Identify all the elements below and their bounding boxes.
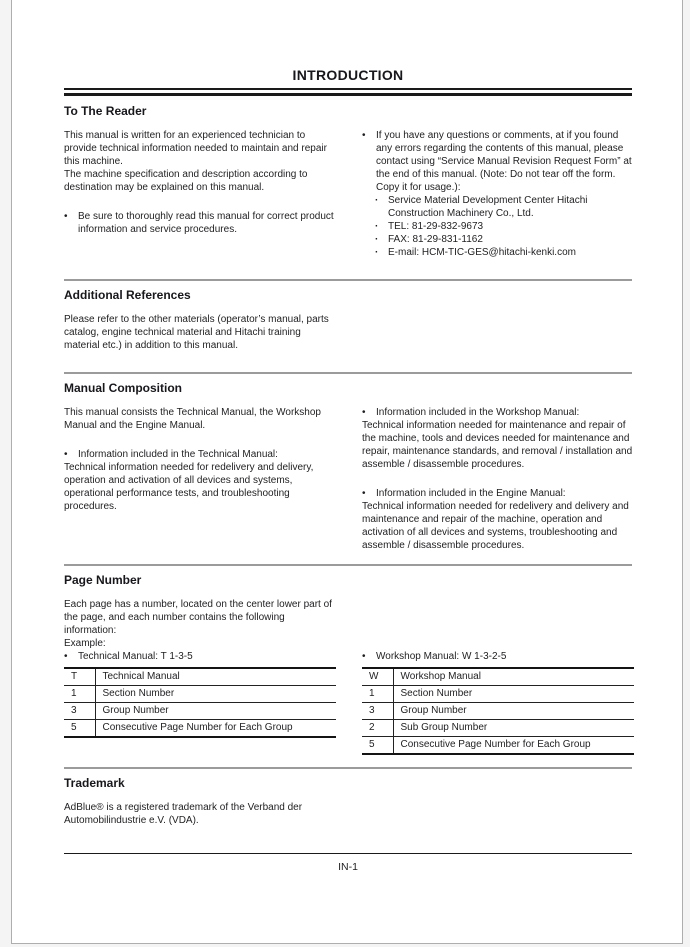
footer-page-number: IN-1	[338, 861, 358, 873]
code-cell: 1	[64, 686, 95, 703]
paragraph: Technical information needed for maintenance and repair of the machine, tools and devices needed for maintenance and repair, maintenance standards, and removal / installation and assemble / disassemble procedures.	[362, 420, 633, 470]
list-item	[362, 129, 634, 194]
example-label: Example:	[64, 638, 106, 649]
sub-bullet-marker: ·	[375, 221, 379, 232]
code-cell: 5	[64, 720, 95, 738]
list-item	[64, 448, 336, 461]
list-item-text: Information included in the Engine Manual:	[376, 488, 566, 499]
section-divider	[64, 372, 632, 374]
contact-email: E-mail: HCM-TIC-GES@hitachi-kenki.com	[388, 247, 576, 258]
label-cell: Consecutive Page Number for Each Group	[393, 737, 634, 755]
code-cell: 2	[362, 720, 393, 737]
table-row	[362, 686, 634, 703]
left-column	[64, 650, 336, 755]
bullet-marker: •	[362, 407, 366, 418]
paragraph: This manual is written for an experienced technician to provide technical information needed to maintain and repair this machine.	[64, 130, 327, 167]
label-cell: Workshop Manual	[400, 671, 481, 682]
bullet-marker: •	[64, 211, 68, 222]
two-column-layout	[64, 598, 632, 650]
left-column	[64, 406, 336, 552]
label-cell: Technical Manual	[102, 671, 180, 682]
section-additional-references	[64, 289, 632, 352]
table-row	[362, 737, 634, 755]
section-trademark	[64, 777, 632, 827]
table-caption-text: Technical Manual: T 1-3-5	[78, 651, 193, 662]
list-item-text: If you have any questions or comments, at if you found any errors regarding the contents of this manual, please contact using “Service Manual Revision Request Form” at the end of this manual. (Note: Do not tear off the form. Copy it for usage.):	[376, 130, 632, 193]
list-item	[362, 406, 634, 419]
technical-manual-table	[64, 667, 336, 738]
section-heading: Trademark	[64, 776, 125, 790]
bullet-marker: •	[362, 130, 366, 141]
list-item-text: Information included in the Technical Manual:	[78, 449, 278, 460]
bullet-marker: •	[362, 651, 366, 662]
table-caption-text: Workshop Manual: W 1-3-2-5	[376, 651, 507, 662]
sub-bullet-marker: ·	[375, 247, 379, 258]
section-heading: Page Number	[64, 573, 142, 587]
title-double-rule	[64, 88, 632, 96]
list-item-text: Be sure to thoroughly read this manual for correct product information and service procedures.	[78, 211, 334, 235]
sub-list-item	[362, 194, 634, 220]
two-column-layout	[64, 313, 632, 352]
section-heading: To The Reader	[64, 104, 147, 118]
sub-list-item	[362, 233, 634, 246]
two-column-layout	[64, 650, 632, 755]
two-column-layout	[64, 801, 632, 827]
label-cell: Section Number	[393, 686, 634, 703]
label-cell: Sub Group Number	[393, 720, 634, 737]
label-cell: Section Number	[95, 686, 336, 703]
table-row	[362, 703, 634, 720]
section-heading: Manual Composition	[64, 381, 182, 395]
footer-rule	[64, 853, 632, 854]
table-caption	[64, 650, 336, 663]
sub-list-item	[362, 246, 634, 259]
code-cell: T	[64, 668, 95, 686]
code-cell: 3	[64, 703, 95, 720]
page-content	[12, 0, 682, 874]
label-cell: Group Number	[393, 703, 634, 720]
label-cell: Group Number	[95, 703, 336, 720]
right-column	[362, 801, 634, 827]
section-heading: Additional References	[64, 288, 191, 302]
left-column	[64, 598, 336, 650]
code-cell: 3	[362, 703, 393, 720]
paragraph: Technical information needed for redelivery and delivery and maintenance and repair of the machine, operation and activation of all devices and systems, troubleshooting and assemble / disassemble procedures.	[362, 501, 629, 551]
code-cell: 1	[362, 686, 393, 703]
code-cell: 5	[362, 737, 393, 755]
sub-list-item	[362, 220, 634, 233]
list-item	[64, 210, 336, 236]
right-column	[362, 406, 634, 552]
manual-page	[11, 0, 683, 944]
bullet-marker: •	[64, 651, 68, 662]
left-column	[64, 801, 336, 827]
contact-fax: FAX: 81-29-831-1162	[388, 234, 483, 245]
left-column	[64, 313, 336, 352]
table-caption	[362, 650, 634, 663]
two-column-layout	[64, 129, 632, 259]
contact-address: Service Material Development Center Hitachi Construction Machinery Co., Ltd.	[388, 195, 588, 219]
paragraph: AdBlue® is a registered trademark of the Verband der Automobilindustrie e.V. (VDA).	[64, 802, 303, 826]
table-row	[64, 686, 336, 703]
paragraph: Please refer to the other materials (operator’s manual, parts catalog, engine technical material and Hitachi training material etc.) in addition to this manual.	[64, 314, 329, 351]
sub-bullet-marker: ·	[375, 195, 379, 206]
paragraph: Technical information needed for redelivery and delivery, operation and activation of all devices and systems, operational performance tests, and troubleshooting procedures.	[64, 462, 314, 512]
paragraph: Each page has a number, located on the center lower part of the page, and each number contains the following information:	[64, 599, 332, 636]
right-column	[362, 598, 634, 650]
table-row	[64, 720, 336, 738]
table-row	[64, 703, 336, 720]
table-row	[362, 668, 634, 686]
right-column	[362, 313, 634, 352]
contact-tel: TEL: 81-29-832-9673	[388, 221, 484, 232]
list-item	[362, 487, 634, 500]
bullet-marker: •	[64, 449, 68, 460]
section-page-number	[64, 574, 632, 755]
section-to-the-reader	[64, 105, 632, 259]
bullet-marker: •	[362, 488, 366, 499]
right-column	[362, 129, 634, 259]
paragraph: This manual consists the Technical Manual, the Workshop Manual and the Engine Manual.	[64, 407, 321, 431]
section-divider	[64, 767, 632, 769]
two-column-layout	[64, 406, 632, 552]
label-cell: Consecutive Page Number for Each Group	[95, 720, 336, 738]
sub-bullet-marker: ·	[375, 234, 379, 245]
left-column	[64, 129, 336, 259]
section-manual-composition	[64, 382, 632, 552]
section-divider	[64, 564, 632, 566]
page-title: INTRODUCTION	[292, 67, 404, 83]
workshop-manual-table	[362, 667, 634, 755]
list-item-text: Information included in the Workshop Manual:	[376, 407, 580, 418]
table-row	[64, 668, 336, 686]
table-row	[362, 720, 634, 737]
section-divider	[64, 279, 632, 281]
right-column	[362, 650, 634, 755]
paragraph: The machine specification and description according to destination may be explained on this manual.	[64, 169, 308, 193]
code-cell: W	[362, 668, 393, 686]
